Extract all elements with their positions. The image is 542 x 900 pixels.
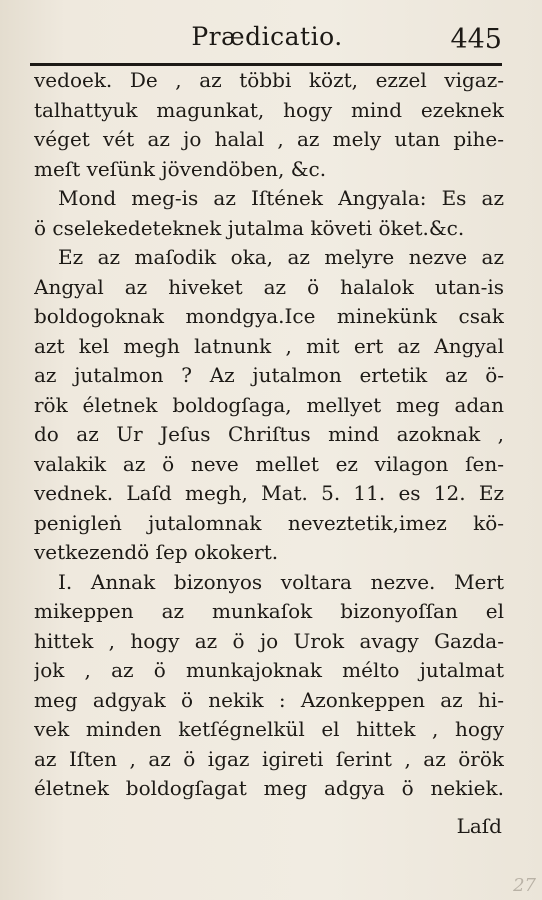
text-line: vetkezendö ſep okokert.: [34, 540, 279, 564]
text-line: mikeppen az munkaſok bizonyoſſan el: [34, 599, 504, 623]
text-line: Ez az maſodik oka, az melyre nezve az: [58, 245, 504, 269]
page-header: [32, 22, 502, 62]
text-line: vednek. Laſd megh, Mat. 5. 11. es 12. Ez: [34, 481, 504, 505]
text-line: talhattyuk magunkat, hogy mind ezeknek: [34, 97, 504, 122]
text-line: boldogoknak mondgya.Ice minekünk csak: [34, 304, 504, 328]
catchword: Laſd: [456, 814, 502, 838]
text-line: az Iſten , az ö igaz igireti ſerint , az örök: [34, 746, 504, 771]
text-line: hittek , hogy az ö jo Urok avagy Gazda-: [34, 628, 504, 653]
margin-pencil-mark: 27: [513, 875, 536, 896]
text-line: meſt veſünk jövendöben, &c.: [34, 156, 327, 181]
text-line: életnek boldogſagat meg adgya ö nekiek.: [34, 776, 504, 800]
text-line: ö cselekedeteknek jutalma követi öket.&c.: [34, 215, 465, 240]
text-line: az jutalmon ? Az jutalmon ertetik az ö-: [34, 363, 504, 387]
text-line: penigleṅ jutalomnak neveztetik,imez kö-: [34, 510, 504, 535]
text-line: véget vét az jo halal , az mely utan pihe-: [34, 127, 504, 151]
running-title: Prædicatio.: [191, 22, 343, 51]
text-line: jok , az ö munkajoknak mélto jutalmat: [34, 658, 504, 682]
text-line: vek minden ketſégnelkül el hittek , hogy: [34, 717, 504, 741]
body-text: [34, 66, 504, 804]
text-line: azt kel megh latnunk , mit ert az Angyal: [34, 333, 504, 358]
page-number: 445: [450, 24, 502, 55]
text-line: vedoek. De , az többi közt, ezzel vigaz-: [34, 68, 504, 92]
text-line: rök életnek boldogſaga, mellyet meg adan: [34, 392, 504, 417]
text-line: Mond meg-is az Iſtének Angyala: Es az: [58, 186, 504, 210]
text-line: Angyal az hiveket az ö halalok utan-is: [34, 274, 504, 299]
text-line: do az Ur Jeſus Chriſtus mind azoknak ,: [34, 422, 504, 446]
text-line: meg adgyak ö nekik : Azonkeppen az hi-: [34, 687, 504, 712]
text-line: valakik az ö neve mellet ez vilagon ſen-: [34, 451, 504, 476]
text-line: I. Annak bizonyos voltara nezve. Mert: [58, 569, 504, 594]
